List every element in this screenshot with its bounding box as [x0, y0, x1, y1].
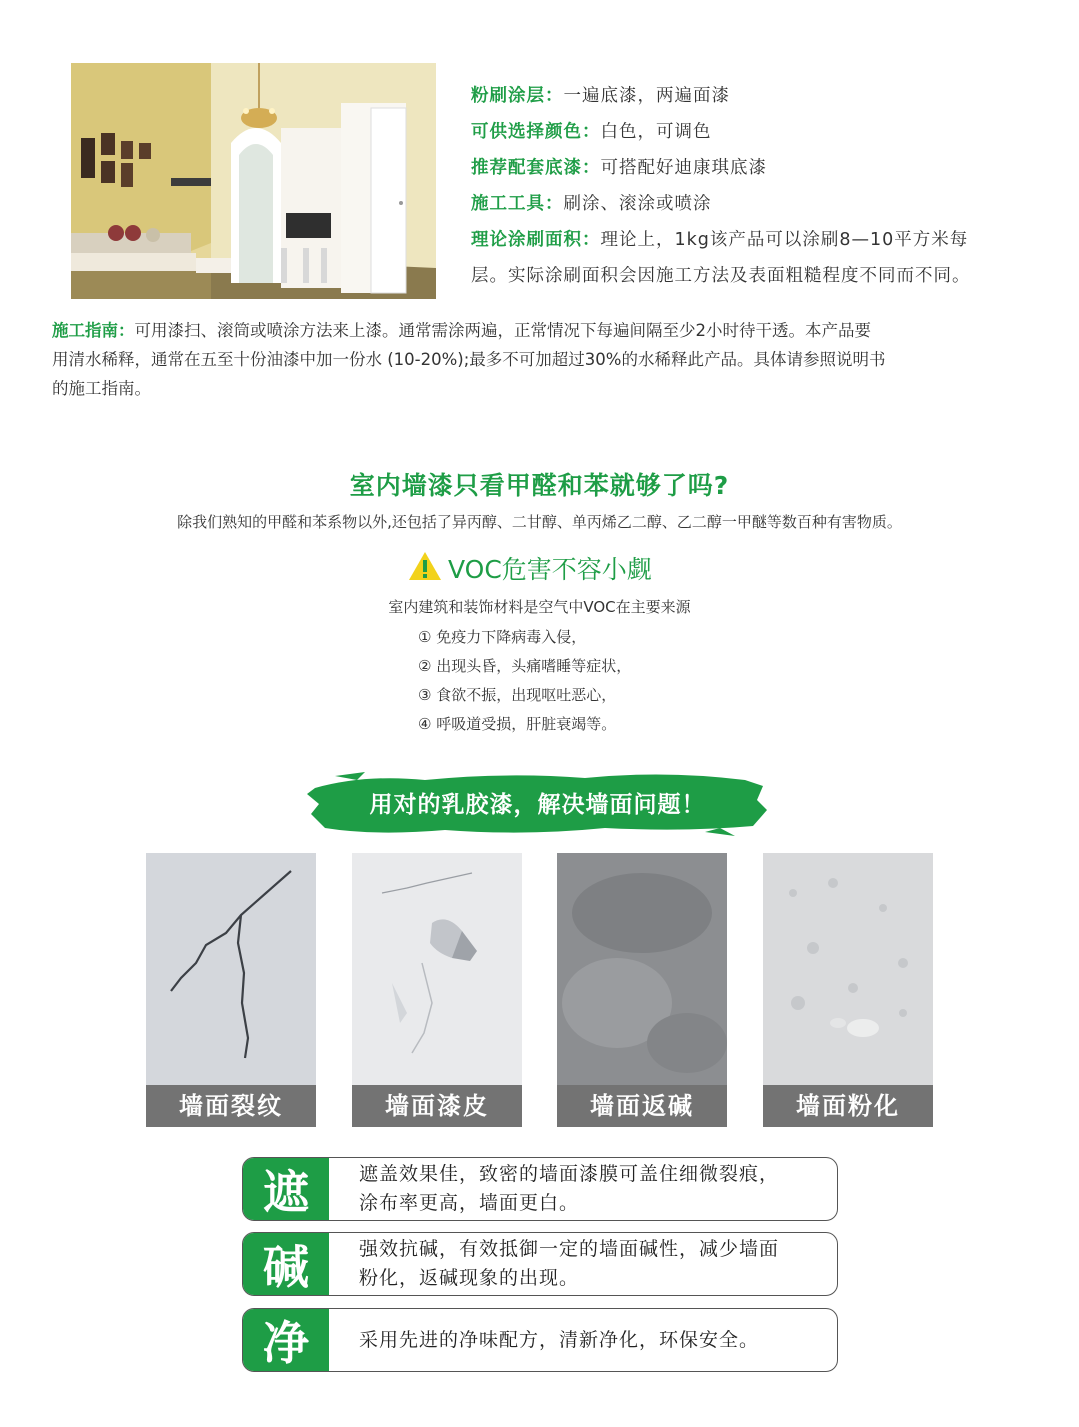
list-item: ④ 呼吸道受损，肝脏衰竭等。: [418, 715, 617, 733]
feature-line: 涂布率更高，墙面更白。: [359, 1192, 580, 1214]
spec-row: [471, 258, 1061, 294]
section-subtitle: 除我们熟知的甲醛和苯系物以外,还包括了异丙醇、二甘醇、单丙烯乙二醇、乙二醇一甲醚等数百种有害物质。: [177, 513, 902, 531]
guide-text: 的施工指南。: [52, 379, 151, 398]
voc-title: VOC危害不容小觑: [448, 555, 652, 584]
guide-text: 用清水稀释，通常在五至十份油漆中加一份水 (10-20%);最多不可加超过30%的水稀释此产品。具体请参照说明书: [52, 350, 886, 369]
spec-value: 层。实际涂刷面积会因施工方法及表面粗糙程度不同而不同。: [471, 266, 971, 286]
section-title: 室内墙漆只看甲醛和苯就够了吗?: [349, 471, 730, 500]
banner-text: 用对的乳胶漆，解决墙面问题！: [369, 792, 706, 818]
spec-list: [471, 78, 1061, 294]
spec-value: 白色，可调色: [600, 122, 712, 142]
list-item: ② 出现头昏，头痛嗜睡等症状，: [418, 657, 632, 675]
feature-line: 粉化，返碱现象的出现。: [359, 1267, 580, 1289]
spec-row: [471, 114, 1061, 150]
list-item: ③ 食欲不振，出现呕吐恶心，: [418, 686, 617, 704]
feature-card: [242, 1308, 838, 1372]
feature-badge: 净: [243, 1309, 329, 1371]
spec-key: 理论涂刷面积：: [471, 230, 601, 250]
problem-caption: 墙面裂纹: [146, 1085, 316, 1127]
problem-crack: [146, 853, 316, 1127]
feature-badge: 遮: [243, 1158, 329, 1220]
spec-key: 可供选择颜色：: [471, 122, 601, 142]
voc-heading: [408, 548, 652, 588]
spec-value: 一遍底漆，两遍面漆: [563, 86, 730, 106]
feature-text: [359, 1158, 825, 1220]
problem-chalking: [763, 853, 933, 1127]
spec-value: 理论上，1kg该产品可以涂刷8—10平方米每: [600, 230, 969, 250]
feature-line: 遮盖效果佳，致密的墙面漆膜可盖住细微裂痕，: [359, 1163, 780, 1185]
spec-key: 施工工具：: [471, 194, 564, 214]
room-photo: [71, 63, 436, 299]
spec-key: 粉刷涂层：: [471, 86, 564, 106]
feature-text: [359, 1233, 825, 1295]
warning-icon: [408, 551, 442, 585]
guide-text: 可用漆扫、滚筒或喷涂方法来上漆。通常需涂两遍，正常情况下每遍间隔至少2小时待干透。本产品要: [134, 321, 871, 340]
spec-row: [471, 186, 1061, 222]
problem-efflorescence: [557, 853, 727, 1127]
problem-caption: 墙面返碱: [557, 1085, 727, 1127]
spec-value: 刷涂、滚涂或喷涂: [563, 194, 712, 214]
list-item: ① 免疫力下降病毒入侵，: [418, 628, 587, 646]
feature-badge: 碱: [243, 1233, 329, 1295]
spec-row: [471, 222, 1061, 258]
problem-caption: 墙面粉化: [763, 1085, 933, 1127]
application-guide: [52, 316, 1042, 403]
feature-card: [242, 1157, 838, 1221]
voc-source: 室内建筑和装饰材料是空气中VOC在主要来源: [388, 598, 691, 616]
feature-line: 采用先进的净味配方，清新净化，环保安全。: [359, 1328, 760, 1351]
feature-card: [242, 1232, 838, 1296]
feature-text: [359, 1309, 825, 1371]
spec-value: 可搭配好迪康琪底漆: [600, 158, 767, 178]
feature-line: 强效抗碱，有效抵御一定的墙面碱性，减少墙面: [359, 1238, 780, 1260]
guide-key: 施工指南：: [52, 321, 135, 340]
voc-list: [418, 623, 631, 739]
spec-row: [471, 78, 1061, 114]
spec-row: [471, 150, 1061, 186]
spec-key: 推荐配套底漆：: [471, 158, 601, 178]
problem-peeling: [352, 853, 522, 1127]
problem-caption: 墙面漆皮: [352, 1085, 522, 1127]
